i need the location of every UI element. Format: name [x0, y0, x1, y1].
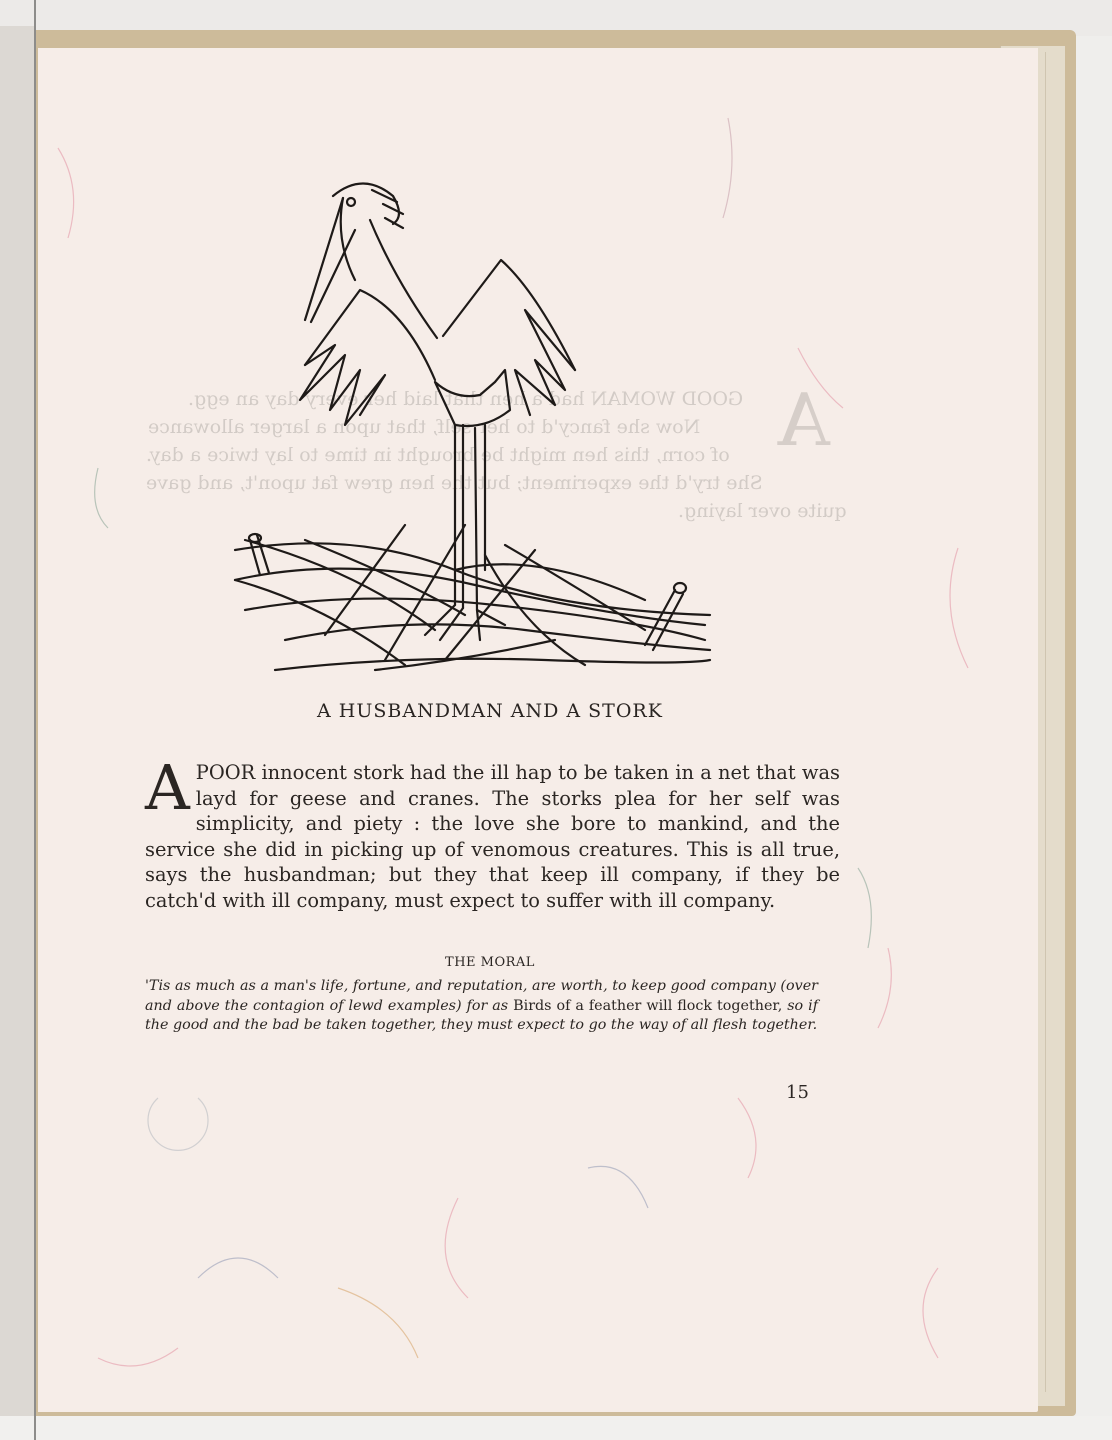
- show-through-line: quite over laying.: [678, 500, 847, 522]
- stork-in-net-illustration: [205, 160, 725, 680]
- moral-heading: THE MORAL: [445, 955, 535, 970]
- book-gutter: [34, 0, 36, 1440]
- drop-cap: A: [145, 751, 190, 824]
- facing-page-edge: [0, 26, 34, 1416]
- story-title: A HUSBANDMAN AND A STORK: [317, 700, 663, 722]
- show-through-dropcap: A: [778, 378, 830, 462]
- show-through-line: GOOD WOMAN had a hen that laid her every day an egg.: [188, 388, 744, 410]
- fable-body: [145, 751, 840, 914]
- background-bottom: [0, 1416, 1112, 1440]
- show-through-line: of corn, this hen might be brought in time to lay twice a day.: [146, 444, 730, 466]
- fable-text: POOR innocent stork had the ill hap to be taken in a net that was layd for geese and cranes. The storks plea for her self was simplicity, and piety : the love she bore to mankind, and the service she did in picking up of venomous creatures. This is all true, says the husbandman; but they that keep ill company, if they be catch'd with ill company, must expect to suffer with ill company.: [145, 761, 840, 912]
- moral-proverb: Birds of a feather will flock together,: [513, 997, 783, 1014]
- page-number: 15: [786, 1082, 809, 1103]
- moral-text-part1: 'Tis as much as a man's life, fortune, and reputation, are worth, to keep good company (over and above the contagion of lewd examples) for as: [145, 978, 818, 1014]
- moral-text: [145, 977, 818, 1036]
- show-through-line: She try'd the experiment; but the hen grew fat upon't, and gave: [146, 472, 763, 494]
- moral-text-part2: so if the good and the bad be taken together, they must expect to go the way of all flesh together.: [145, 997, 818, 1034]
- show-through-line: Now she fancy'd to her self, that upon a larger allowance: [148, 416, 701, 438]
